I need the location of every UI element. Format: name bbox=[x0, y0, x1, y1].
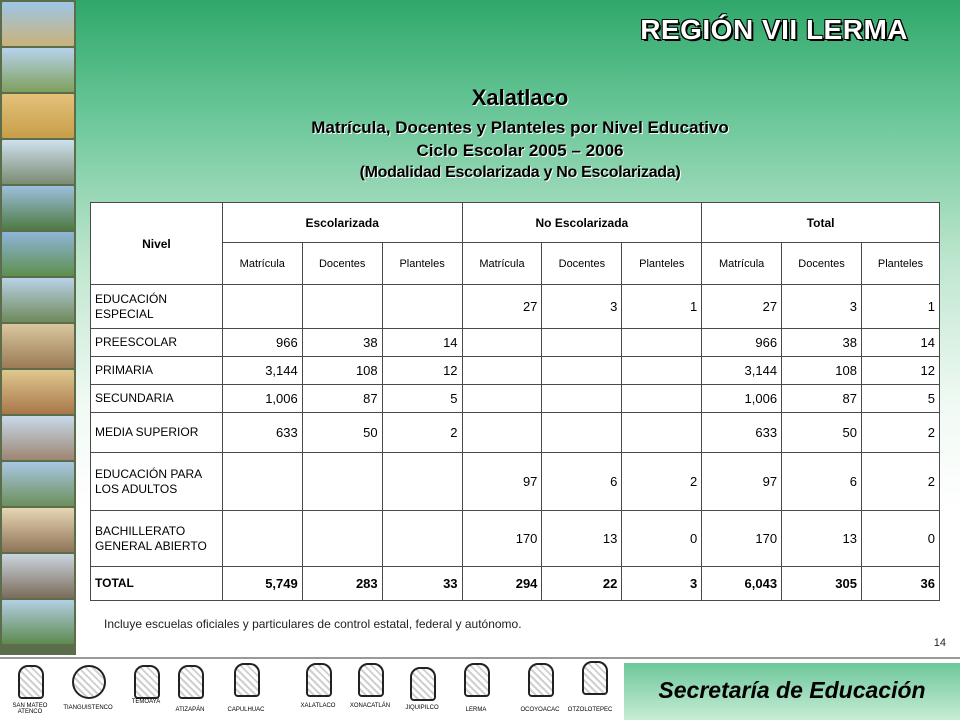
municipality-logo-icon bbox=[582, 661, 608, 695]
total-cell: 6,043 bbox=[702, 567, 782, 601]
photo-thumbnail bbox=[2, 600, 74, 644]
total-cell: 305 bbox=[782, 567, 862, 601]
data-cell: 5 bbox=[861, 385, 939, 413]
subheader-cell: Planteles bbox=[622, 243, 702, 285]
photo-thumbnail bbox=[2, 232, 74, 276]
data-cell: 38 bbox=[782, 329, 862, 357]
table-row bbox=[91, 357, 940, 385]
data-cell bbox=[382, 285, 462, 329]
municipality-label: ATIZAPÁN bbox=[175, 707, 205, 713]
row-label: EDUCACIÓN ESPECIAL bbox=[91, 285, 223, 329]
data-cell bbox=[302, 453, 382, 511]
region-title: REGIÓN VII LERMA bbox=[640, 14, 908, 45]
data-cell: 6 bbox=[782, 453, 862, 511]
subheader-cell: Docentes bbox=[782, 243, 862, 285]
data-cell bbox=[542, 385, 622, 413]
row-label: EDUCACIÓN PARA LOS ADULTOS bbox=[91, 453, 223, 511]
secretaria-label: Secretaría de Educación bbox=[658, 677, 926, 703]
data-cell bbox=[302, 511, 382, 567]
data-cell: 3 bbox=[542, 285, 622, 329]
data-cell: 2 bbox=[622, 453, 702, 511]
data-cell: 633 bbox=[702, 413, 782, 453]
data-cell: 1,006 bbox=[702, 385, 782, 413]
data-cell: 27 bbox=[462, 285, 542, 329]
subheader-cell: Docentes bbox=[302, 243, 382, 285]
municipality-logo-icon bbox=[178, 665, 204, 699]
total-cell: 22 bbox=[542, 567, 622, 601]
data-cell bbox=[222, 285, 302, 329]
data-cell bbox=[622, 329, 702, 357]
total-row bbox=[91, 567, 940, 601]
subheader-cell: Matrícula bbox=[222, 243, 302, 285]
municipality-logo-icon bbox=[234, 663, 260, 697]
secretaria-banner bbox=[624, 663, 960, 720]
municipality-title: Xalatlaco bbox=[471, 85, 569, 110]
data-cell bbox=[462, 413, 542, 453]
photo-thumbnail bbox=[2, 48, 74, 92]
data-cell: 170 bbox=[462, 511, 542, 567]
data-cell bbox=[462, 329, 542, 357]
row-label: PREESCOLAR bbox=[91, 329, 223, 357]
data-cell: 2 bbox=[861, 453, 939, 511]
photo-thumbnail bbox=[2, 186, 74, 230]
row-label: MEDIA SUPERIOR bbox=[91, 413, 223, 453]
nivel-header: Nivel bbox=[91, 203, 223, 285]
row-label: PRIMARIA bbox=[91, 357, 223, 385]
municipality-label: TEMOAYA bbox=[131, 699, 161, 705]
row-label: BACHILLERATO GENERAL ABIERTO bbox=[91, 511, 223, 567]
subheader-cell: Planteles bbox=[382, 243, 462, 285]
photo-thumbnail bbox=[2, 140, 74, 184]
total-label: TOTAL bbox=[91, 567, 223, 601]
data-cell: 5 bbox=[382, 385, 462, 413]
subheader-cell: Matrícula bbox=[702, 243, 782, 285]
modality-caption: (Modalidad Escolarizada y No Escolarizada) bbox=[359, 164, 681, 181]
enrollment-table bbox=[90, 202, 940, 601]
data-cell bbox=[382, 453, 462, 511]
photo-thumbnail bbox=[2, 278, 74, 322]
data-cell: 1 bbox=[622, 285, 702, 329]
data-cell: 2 bbox=[382, 413, 462, 453]
municipality-label: SAN MATEO ATENCO bbox=[12, 703, 48, 715]
municipality-label: CAPULHUAC bbox=[227, 707, 265, 713]
table-row bbox=[91, 413, 940, 453]
photo-thumbnail bbox=[2, 370, 74, 414]
data-cell: 170 bbox=[702, 511, 782, 567]
data-cell: 87 bbox=[782, 385, 862, 413]
group-header-total: Total bbox=[702, 203, 940, 243]
municipality-label: XALATLACO bbox=[300, 703, 336, 709]
table-row bbox=[91, 511, 940, 567]
data-cell bbox=[462, 385, 542, 413]
photo-strip bbox=[0, 0, 76, 655]
data-cell: 1 bbox=[861, 285, 939, 329]
data-cell: 3,144 bbox=[702, 357, 782, 385]
data-cell: 38 bbox=[302, 329, 382, 357]
subheader-cell: Matrícula bbox=[462, 243, 542, 285]
total-cell: 294 bbox=[462, 567, 542, 601]
data-cell: 108 bbox=[302, 357, 382, 385]
data-cell: 0 bbox=[622, 511, 702, 567]
data-cell: 97 bbox=[702, 453, 782, 511]
total-cell: 3 bbox=[622, 567, 702, 601]
data-cell bbox=[302, 285, 382, 329]
data-cell: 14 bbox=[382, 329, 462, 357]
data-cell: 87 bbox=[302, 385, 382, 413]
municipality-logo-icon bbox=[464, 663, 490, 697]
photo-thumbnail bbox=[2, 2, 74, 46]
photo-thumbnail bbox=[2, 94, 74, 138]
total-cell: 36 bbox=[861, 567, 939, 601]
municipality-label: OCOYOACAC bbox=[520, 707, 560, 713]
data-cell bbox=[462, 357, 542, 385]
total-cell: 5,749 bbox=[222, 567, 302, 601]
data-cell bbox=[622, 385, 702, 413]
data-cell bbox=[542, 329, 622, 357]
data-cell: 27 bbox=[702, 285, 782, 329]
data-cell: 3 bbox=[782, 285, 862, 329]
municipality-label: XONACATLÁN bbox=[349, 703, 391, 709]
photo-thumbnail bbox=[2, 416, 74, 460]
data-cell: 966 bbox=[702, 329, 782, 357]
municipality-logo-icon bbox=[528, 663, 554, 697]
data-cell: 97 bbox=[462, 453, 542, 511]
data-cell: 108 bbox=[782, 357, 862, 385]
subheader-cell: Docentes bbox=[542, 243, 622, 285]
data-cell bbox=[542, 413, 622, 453]
photo-thumbnail bbox=[2, 508, 74, 552]
data-cell bbox=[542, 357, 622, 385]
data-cell: 12 bbox=[382, 357, 462, 385]
footnote: Incluye escuelas oficiales y particulares de control estatal, federal y autónomo. bbox=[104, 617, 522, 631]
municipality-label: TIANGUISTENCO bbox=[63, 705, 113, 711]
total-cell: 283 bbox=[302, 567, 382, 601]
data-cell: 3,144 bbox=[222, 357, 302, 385]
table-row bbox=[91, 453, 940, 511]
group-header-escolarizada: Escolarizada bbox=[222, 203, 462, 243]
data-cell bbox=[622, 413, 702, 453]
data-cell: 13 bbox=[542, 511, 622, 567]
table-row bbox=[91, 385, 940, 413]
group-header-row bbox=[91, 203, 940, 243]
table-row bbox=[91, 285, 940, 329]
data-cell bbox=[222, 511, 302, 567]
data-cell: 50 bbox=[302, 413, 382, 453]
municipality-label: OTZOLOTEPEC bbox=[567, 707, 613, 713]
data-cell: 14 bbox=[861, 329, 939, 357]
data-cell: 2 bbox=[861, 413, 939, 453]
data-cell bbox=[622, 357, 702, 385]
data-cell: 966 bbox=[222, 329, 302, 357]
photo-thumbnail bbox=[2, 324, 74, 368]
photo-thumbnail bbox=[2, 554, 74, 598]
data-cell: 50 bbox=[782, 413, 862, 453]
municipality-logo-icon bbox=[410, 667, 436, 701]
data-cell: 6 bbox=[542, 453, 622, 511]
group-header-no-escolarizada: No Escolarizada bbox=[462, 203, 702, 243]
data-cell: 13 bbox=[782, 511, 862, 567]
data-cell bbox=[222, 453, 302, 511]
subheader-cell: Planteles bbox=[861, 243, 939, 285]
municipality-logo-icon bbox=[72, 665, 106, 699]
data-cell bbox=[382, 511, 462, 567]
table-subtitle: Matrícula, Docentes y Planteles por Nivel Educativo bbox=[311, 118, 729, 137]
municipality-logo-icon bbox=[134, 665, 160, 699]
total-cell: 33 bbox=[382, 567, 462, 601]
data-cell: 12 bbox=[861, 357, 939, 385]
page-number: 14 bbox=[933, 637, 946, 649]
municipality-label: JIQUIPILCO bbox=[405, 705, 439, 711]
municipality-label: LERMA bbox=[465, 707, 487, 713]
photo-thumbnail bbox=[2, 462, 74, 506]
data-cell: 0 bbox=[861, 511, 939, 567]
data-cell: 633 bbox=[222, 413, 302, 453]
municipality-logo-icon bbox=[306, 663, 332, 697]
municipality-logo-icon bbox=[358, 663, 384, 697]
table-row bbox=[91, 329, 940, 357]
municipality-logo-icon bbox=[18, 665, 44, 699]
data-cell: 1,006 bbox=[222, 385, 302, 413]
row-label: SECUNDARIA bbox=[91, 385, 223, 413]
school-cycle: Ciclo Escolar 2005 – 2006 bbox=[416, 141, 624, 160]
